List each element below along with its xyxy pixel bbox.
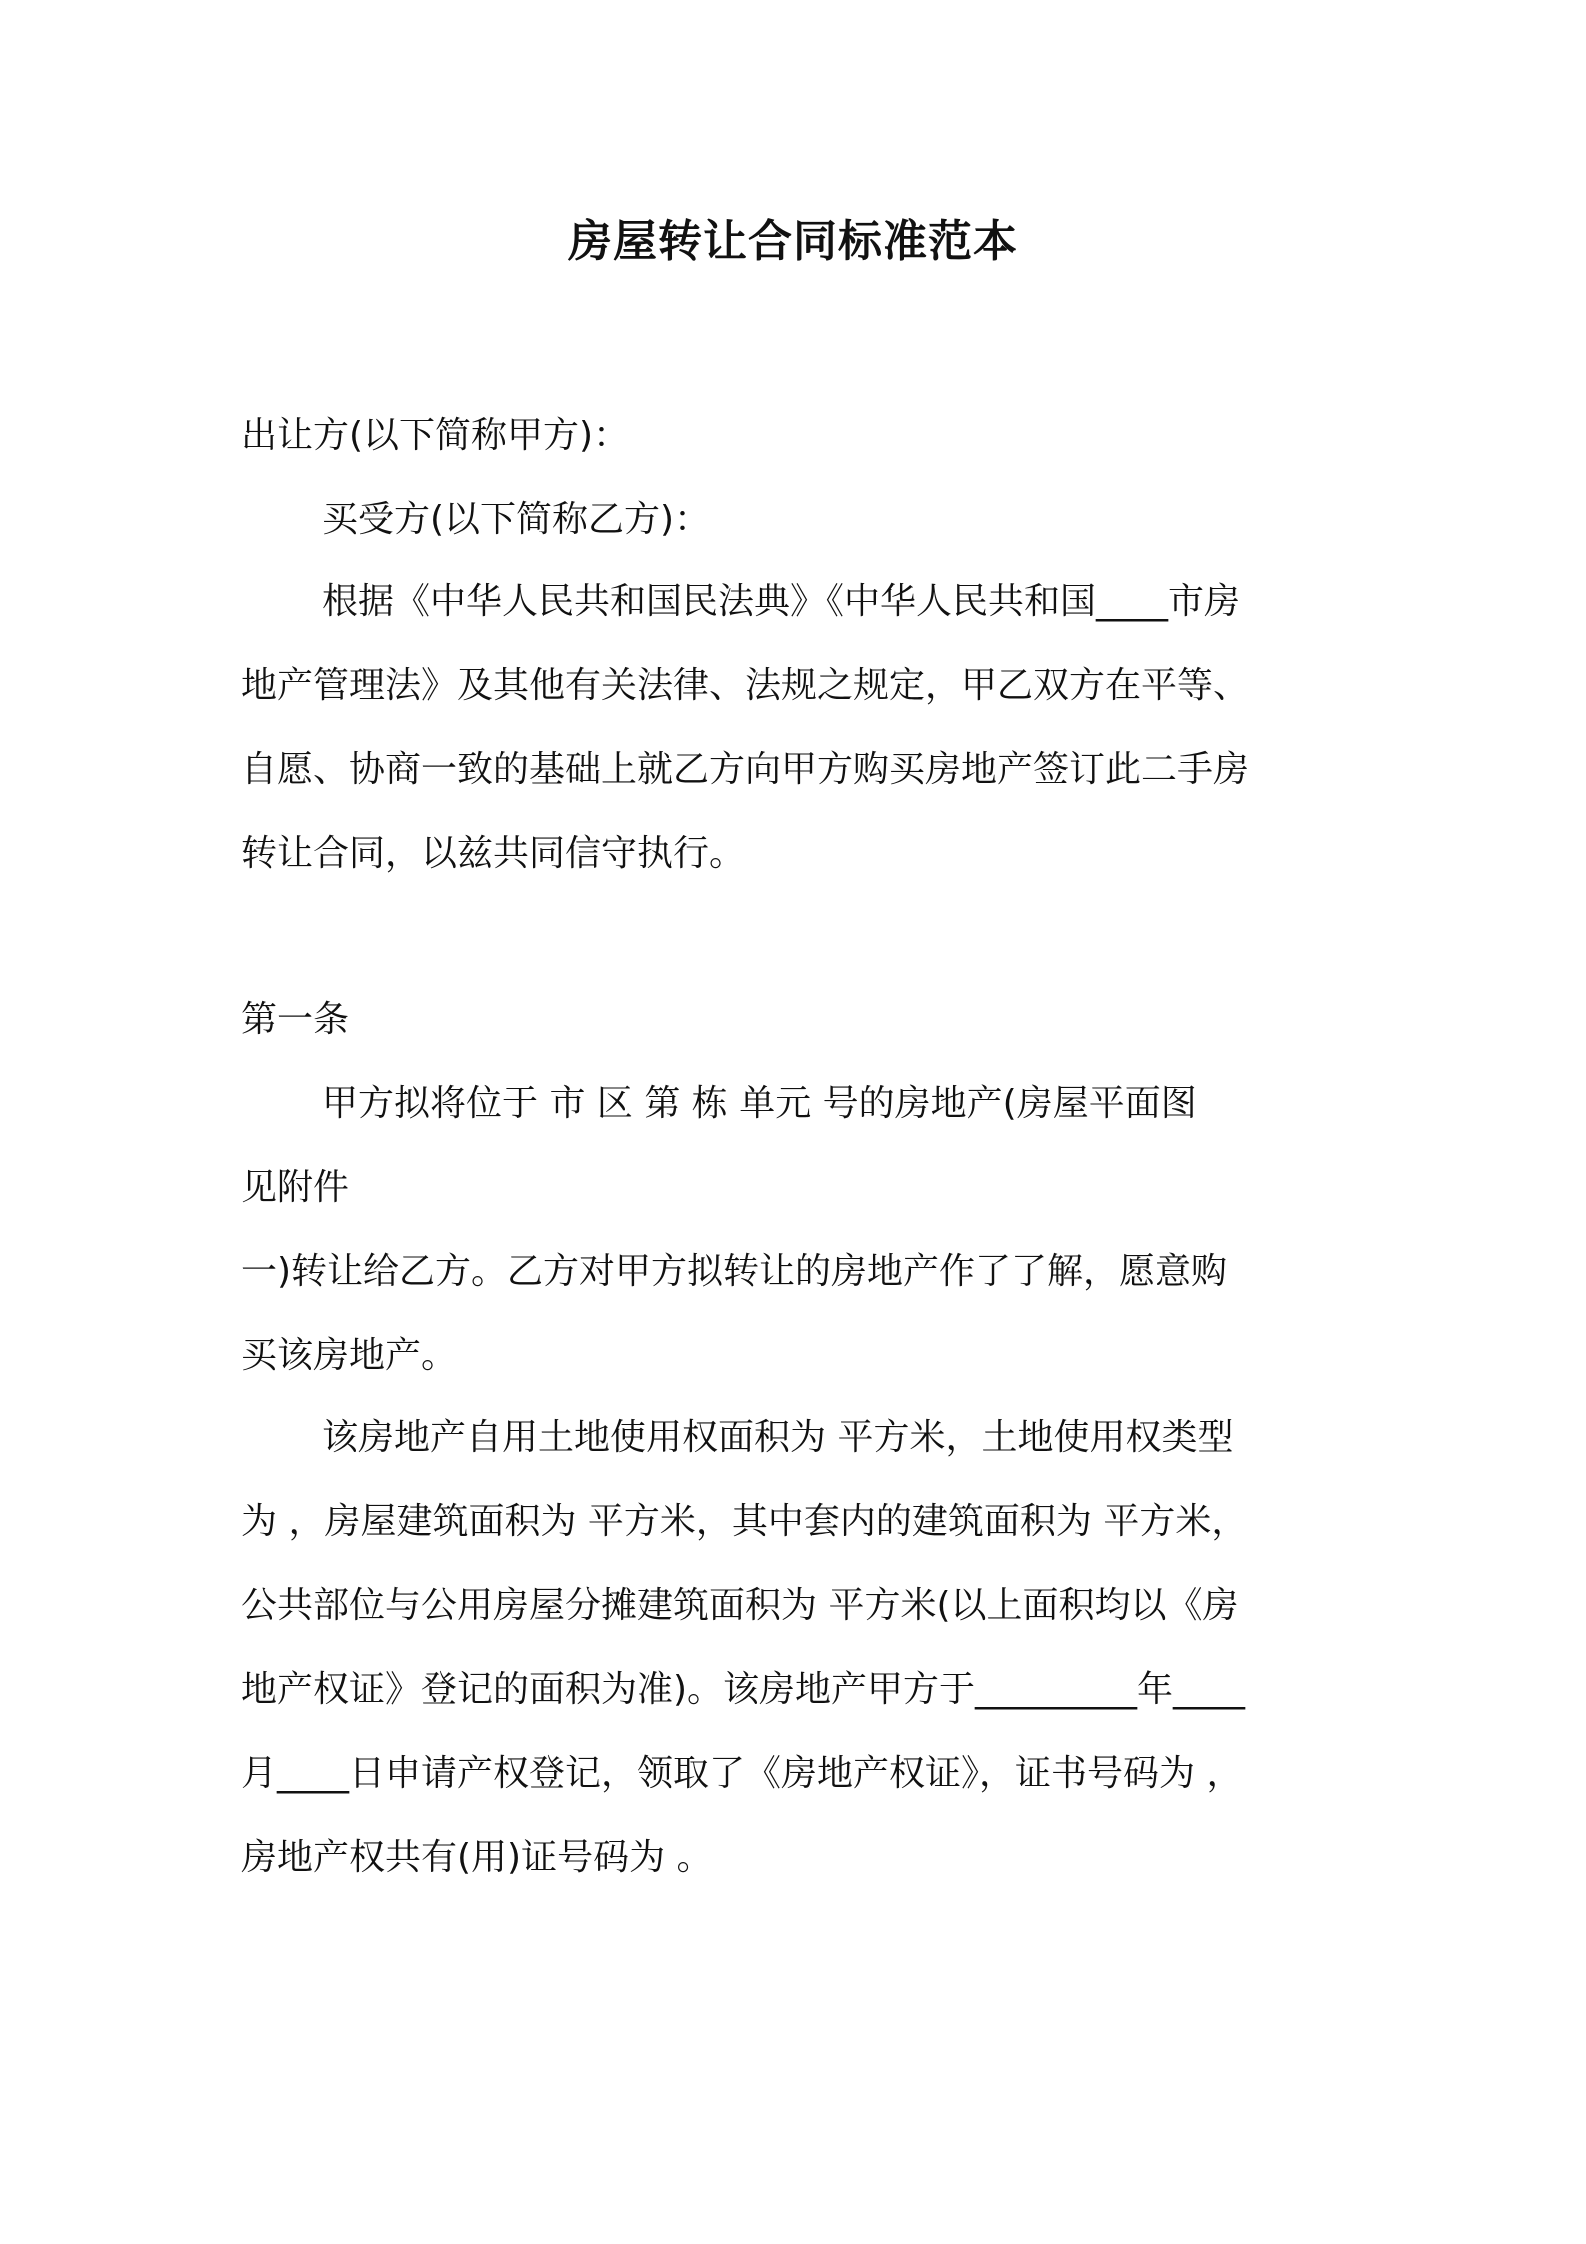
article-one-line-2: 见附件 — [241, 1167, 350, 1208]
area-line-6: 房地产权共有(用)证号码为 。 — [241, 1837, 713, 1878]
preamble-line-1: 根据《中华人民共和国民法典》《中华人民共和国____市房 — [322, 581, 1241, 622]
area-line-5: 月____日申请产权登记，领取了《房地产权证》，证书号码为 ， — [241, 1753, 1243, 1794]
article-one-heading: 第一条 — [241, 999, 350, 1040]
area-line-4: 地产权证》登记的面积为准)。该房地产甲方于_________年____ — [241, 1669, 1246, 1710]
preamble-line-4: 转让合同，以兹共同信守执行。 — [241, 833, 746, 874]
area-line-3: 公共部位与公用房屋分摊建筑面积为 平方米(以上面积均以《房 — [241, 1585, 1239, 1626]
article-one-line-1: 甲方拟将位于 市 区 第 栋 单元 号的房地产(房屋平面图 — [322, 1083, 1197, 1124]
area-line-1: 该房地产自用土地使用权面积为 平方米，土地使用权类型 — [322, 1417, 1234, 1458]
preamble-line-3: 自愿、协商一致的基础上就乙方向甲方购买房地产签订此二手房 — [241, 749, 1250, 790]
document-title: 房屋转让合同标准范本 — [568, 216, 1018, 267]
party-a-line: 出让方(以下简称甲方)： — [241, 415, 630, 456]
party-b-line: 买受方(以下简称乙方)： — [322, 499, 711, 540]
area-line-2: 为 ，房屋建筑面积为 平方米，其中套内的建筑面积为 平方米， — [241, 1501, 1248, 1542]
preamble-line-2: 地产管理法》及其他有关法律、法规之规定，甲乙双方在平等、 — [241, 665, 1250, 706]
article-one-line-4: 买该房地产。 — [241, 1335, 458, 1376]
article-one-line-3: 一)转让给乙方。乙方对甲方拟转让的房地产作了了解，愿意购 — [241, 1251, 1228, 1292]
